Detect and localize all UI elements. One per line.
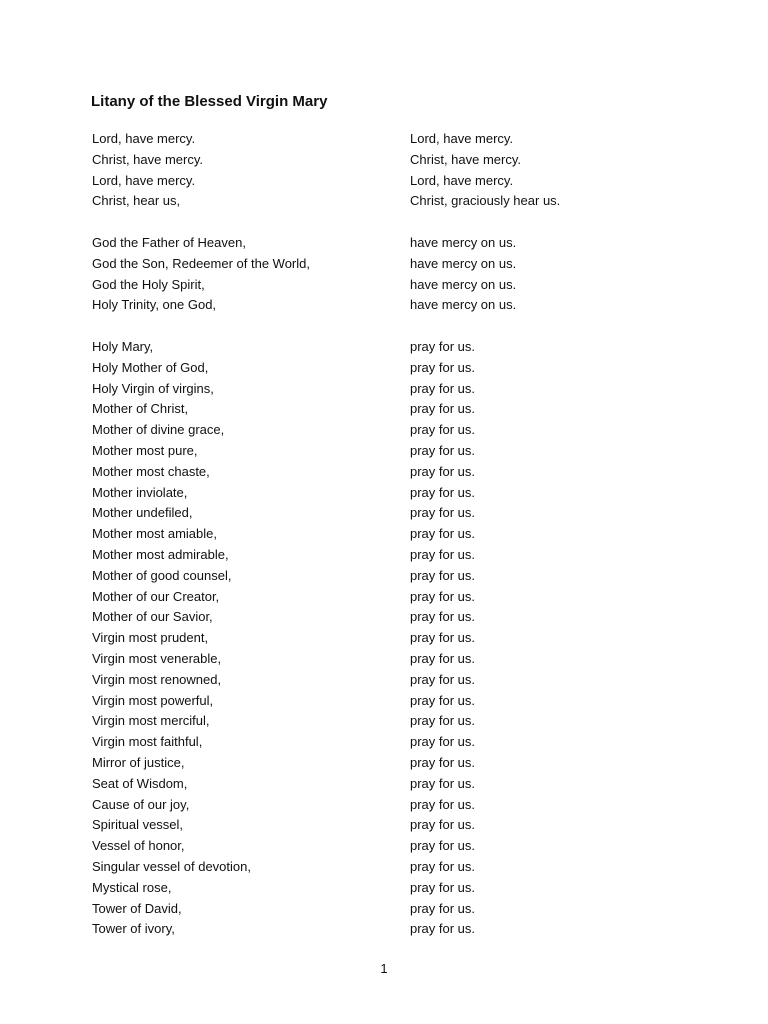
- litany-row: [92, 399, 692, 420]
- litany-row: [92, 150, 692, 171]
- invocation-text: Mystical rose,: [92, 879, 172, 895]
- invocation-text: Mother undefiled,: [92, 505, 193, 521]
- invocation-text: Mother of our Creator,: [92, 588, 220, 604]
- response-text: Christ, graciously hear us.: [410, 193, 561, 209]
- invocation-text: God the Holy Spirit,: [92, 276, 205, 292]
- invocation-text: Holy Mary,: [92, 339, 154, 354]
- invocation-text: Virgin most renowned,: [92, 671, 222, 687]
- invocation-text: Virgin most prudent,: [92, 630, 209, 646]
- litany-row: [92, 566, 692, 587]
- litany-row: [92, 919, 692, 940]
- litany-row: [92, 441, 692, 462]
- invocation-text: Mother of Christ,: [92, 401, 189, 417]
- response-text: pray for us.: [410, 734, 476, 750]
- litany-row: [92, 524, 692, 545]
- response-text: pray for us.: [410, 754, 476, 770]
- litany-row: [92, 878, 692, 899]
- litany-row: [92, 795, 692, 816]
- response-text: pray for us.: [410, 796, 476, 812]
- response-text: pray for us.: [410, 380, 476, 396]
- litany-row: [92, 607, 692, 628]
- page-title: Litany of the Blessed Virgin Mary: [91, 93, 328, 110]
- response-text: pray for us.: [410, 900, 476, 916]
- response-text: pray for us.: [410, 650, 476, 666]
- litany-row: [92, 379, 692, 400]
- litany-row: [92, 483, 692, 504]
- invocation-text: Virgin most merciful,: [92, 713, 210, 729]
- litany-row: [92, 587, 692, 608]
- litany-row: [92, 358, 692, 379]
- litany-row: [92, 275, 692, 296]
- litany-row: [92, 649, 692, 670]
- response-text: pray for us.: [410, 526, 476, 542]
- litany-row: [92, 732, 692, 753]
- response-text: pray for us.: [410, 442, 476, 458]
- litany-row: [92, 774, 692, 795]
- litany-row: [92, 129, 692, 150]
- litany-row: [92, 691, 692, 712]
- response-text: pray for us.: [410, 546, 476, 562]
- response-text: pray for us.: [410, 609, 476, 625]
- litany-row: [92, 545, 692, 566]
- litany-section-kyrie: [92, 129, 692, 212]
- invocation-text: Lord, have mercy.: [92, 131, 196, 146]
- response-text: pray for us.: [410, 775, 476, 791]
- invocation-text: Virgin most venerable,: [92, 650, 222, 666]
- invocation-text: Mother of our Savior,: [92, 609, 213, 625]
- response-text: pray for us.: [410, 359, 476, 375]
- response-text: Christ, have mercy.: [410, 151, 522, 167]
- litany-row: [92, 711, 692, 732]
- litany-row: [92, 899, 692, 920]
- response-text: pray for us.: [410, 817, 476, 833]
- response-text: pray for us.: [410, 567, 476, 583]
- litany-row: [92, 753, 692, 774]
- invocation-text: Mother of divine grace,: [92, 422, 225, 438]
- invocation-text: Vessel of honor,: [92, 838, 185, 854]
- invocation-text: Tower of ivory,: [92, 921, 175, 937]
- response-text: pray for us.: [410, 484, 476, 500]
- response-text: pray for us.: [410, 505, 476, 521]
- response-text: pray for us.: [410, 713, 476, 729]
- invocation-text: Virgin most powerful,: [92, 692, 214, 708]
- response-text: Lord, have mercy.: [410, 172, 514, 188]
- litany-row: [92, 337, 692, 358]
- response-text: pray for us.: [410, 463, 476, 479]
- litany-row: [92, 233, 692, 254]
- response-text: pray for us.: [410, 921, 476, 937]
- litany-row: [92, 254, 692, 275]
- invocation-text: Virgin most faithful,: [92, 734, 203, 750]
- invocation-text: Tower of David,: [92, 900, 182, 916]
- litany-row: [92, 295, 692, 316]
- invocation-text: Cause of our joy,: [92, 796, 190, 812]
- response-text: pray for us.: [410, 879, 476, 895]
- response-text: Lord, have mercy.: [410, 131, 514, 146]
- litany-row: [92, 836, 692, 857]
- response-text: pray for us.: [410, 339, 476, 354]
- litany-row: [92, 462, 692, 483]
- invocation-text: Christ, have mercy.: [92, 151, 204, 167]
- response-text: have mercy on us.: [410, 276, 517, 292]
- response-text: pray for us.: [410, 838, 476, 854]
- invocation-text: Seat of Wisdom,: [92, 775, 188, 791]
- litany-row: [92, 503, 692, 524]
- invocation-text: Mother of good counsel,: [92, 567, 232, 583]
- invocation-text: Christ, hear us,: [92, 193, 181, 209]
- invocation-text: Lord, have mercy.: [92, 172, 196, 188]
- invocation-text: Mirror of justice,: [92, 754, 185, 770]
- litany-row: [92, 171, 692, 192]
- response-text: pray for us.: [410, 588, 476, 604]
- invocation-text: Mother most chaste,: [92, 463, 210, 479]
- litany-row: [92, 420, 692, 441]
- invocation-text: Holy Virgin of virgins,: [92, 380, 214, 396]
- invocation-text: Mother most admirable,: [92, 546, 229, 562]
- response-text: pray for us.: [410, 630, 476, 646]
- response-text: pray for us.: [410, 692, 476, 708]
- invocation-text: Holy Mother of God,: [92, 359, 209, 375]
- invocation-text: God the Son, Redeemer of the World,: [92, 255, 310, 271]
- invocation-text: Mother most pure,: [92, 442, 198, 458]
- litany-row: [92, 670, 692, 691]
- invocation-text: Mother inviolate,: [92, 484, 188, 500]
- litany-section-trinity: [92, 233, 692, 316]
- response-text: have mercy on us.: [410, 235, 517, 250]
- page-number: 1: [380, 961, 388, 976]
- invocation-text: Holy Trinity, one God,: [92, 297, 217, 313]
- response-text: have mercy on us.: [410, 255, 517, 271]
- response-text: pray for us.: [410, 671, 476, 687]
- invocation-text: God the Father of Heaven,: [92, 235, 246, 250]
- invocation-text: Spiritual vessel,: [92, 817, 184, 833]
- response-text: have mercy on us.: [410, 297, 517, 313]
- response-text: pray for us.: [410, 401, 476, 417]
- invocation-text: Singular vessel of devotion,: [92, 858, 251, 874]
- litany-row: [92, 815, 692, 836]
- invocation-text: Mother most amiable,: [92, 526, 217, 542]
- response-text: pray for us.: [410, 858, 476, 874]
- litany-row: [92, 628, 692, 649]
- litany-row: [92, 857, 692, 878]
- litany-section-mary: [92, 337, 692, 940]
- response-text: pray for us.: [410, 422, 476, 438]
- litany-row: [92, 191, 692, 212]
